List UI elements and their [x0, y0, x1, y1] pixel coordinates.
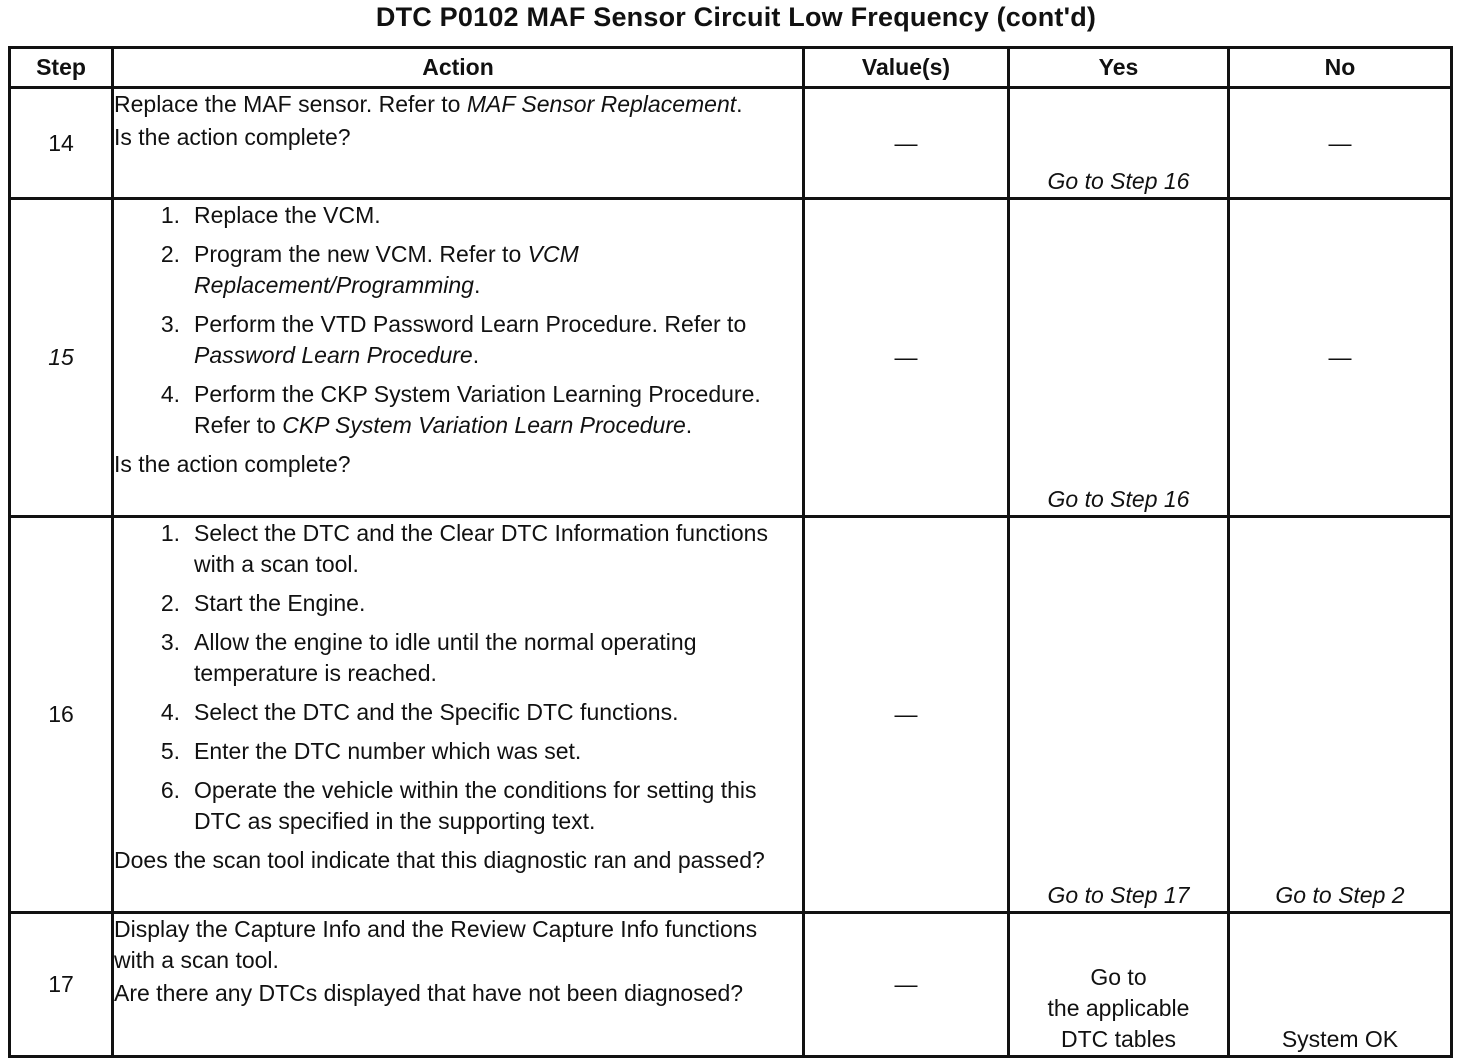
item-number: 6. — [160, 777, 180, 804]
table-row — [10, 88, 1452, 199]
list-item — [114, 627, 802, 689]
action-question: Is the action complete? — [114, 124, 351, 150]
diagnostic-table — [8, 46, 1453, 1058]
item-text — [194, 309, 802, 371]
list-item — [114, 736, 802, 767]
item-text-post: . — [472, 342, 480, 369]
action-cell — [113, 912, 804, 1056]
step-number: 15 — [10, 199, 113, 517]
list-item — [114, 379, 802, 441]
item-number: 4. — [160, 381, 180, 408]
item-number: 3. — [160, 629, 180, 656]
procedure-reference: Password Learn Procedure — [194, 342, 473, 369]
table-row — [10, 199, 1452, 517]
no-cell: — — [1229, 199, 1452, 517]
item-text: Allow the engine to idle until the normal operating temperature is reached. — [194, 629, 697, 687]
procedure-reference: MAF Sensor Replacement — [466, 91, 737, 117]
header-step: Step — [10, 48, 113, 88]
item-number: 1. — [160, 520, 180, 547]
yes-cell: Go to Step 16 — [1009, 199, 1229, 517]
item-text-pre: Perform the VTD Password Learn Procedure. Refer to — [194, 311, 747, 338]
item-text — [194, 239, 802, 301]
no-cell: Go to Step 2 — [1229, 517, 1452, 912]
yes-cell: Go to Step 17 — [1009, 517, 1229, 912]
step-number: 16 — [10, 517, 113, 912]
table-row — [10, 517, 1452, 912]
value-cell: — — [804, 88, 1009, 199]
yes-cell — [1009, 912, 1229, 1056]
list-item — [114, 697, 802, 728]
action-question: Does the scan tool indicate that this diagnostic ran and passed? — [114, 847, 765, 874]
header-no: No — [1229, 48, 1452, 88]
step-number: 17 — [10, 912, 113, 1056]
table-row — [10, 912, 1452, 1056]
item-text-pre: Program the new VCM. Refer to — [194, 241, 528, 268]
yes-cell: Go to Step 16 — [1009, 88, 1229, 199]
procedure-reference: VCM Replacement/Programming — [194, 241, 579, 299]
no-cell: — — [1229, 88, 1452, 199]
action-question: Is the action complete? — [114, 451, 351, 478]
header-action: Action — [113, 48, 804, 88]
action-text — [114, 89, 802, 120]
yes-line: DTC tables — [1060, 1026, 1177, 1052]
no-cell: System OK — [1229, 912, 1452, 1056]
header-value: Value(s) — [804, 48, 1009, 88]
list-item — [114, 239, 802, 301]
action-question: Are there any DTCs displayed that have not been diagnosed? — [114, 979, 744, 1006]
action-text: Display the Capture Info and the Review Capture Info functions with a scan tool. — [114, 915, 758, 973]
page-title: DTC P0102 MAF Sensor Circuit Low Frequency (cont'd) — [375, 2, 1097, 32]
item-number: 1. — [160, 202, 180, 229]
action-cell — [113, 88, 804, 199]
action-cell — [113, 517, 804, 912]
step-number: 14 — [10, 88, 113, 199]
item-number: 3. — [160, 311, 180, 338]
yes-line: Go to — [1090, 964, 1147, 990]
item-number: 4. — [160, 699, 180, 726]
list-item — [114, 518, 802, 580]
value-cell: — — [804, 199, 1009, 517]
item-text-post: . — [685, 412, 693, 439]
item-text: Start the Engine. — [194, 590, 366, 617]
action-steps-list — [114, 200, 802, 441]
header-row — [10, 48, 1452, 88]
list-item — [114, 200, 802, 231]
item-text — [194, 200, 802, 231]
item-number: 2. — [160, 590, 180, 617]
item-text — [194, 379, 802, 441]
list-item — [114, 309, 802, 371]
list-item — [114, 775, 802, 837]
item-text: Operate the vehicle within the conditions for setting this DTC as specified in the supporting text. — [194, 777, 757, 835]
value-cell: — — [804, 912, 1009, 1056]
item-text: Select the DTC and the Specific DTC functions. — [194, 699, 679, 726]
item-text: Enter the DTC number which was set. — [194, 738, 582, 765]
item-number: 2. — [160, 241, 180, 268]
procedure-reference: CKP System Variation Learn Procedure — [282, 412, 686, 439]
list-item — [114, 588, 802, 619]
action-text-post: . — [736, 91, 743, 117]
yes-line: the applicable — [1047, 995, 1190, 1021]
action-cell — [113, 199, 804, 517]
item-text: Select the DTC and the Clear DTC Information functions with a scan tool. — [194, 520, 768, 578]
action-text-pre: Replace the MAF sensor. Refer to — [114, 91, 467, 117]
item-text-post: . — [473, 272, 481, 299]
item-text-pre: Replace the VCM. — [194, 202, 381, 229]
header-yes: Yes — [1009, 48, 1229, 88]
action-steps-list — [114, 518, 802, 837]
value-cell: — — [804, 517, 1009, 912]
item-number: 5. — [160, 738, 180, 765]
item-text-pre: Perform the CKP System Variation Learning Procedure. Refer to — [194, 381, 761, 439]
